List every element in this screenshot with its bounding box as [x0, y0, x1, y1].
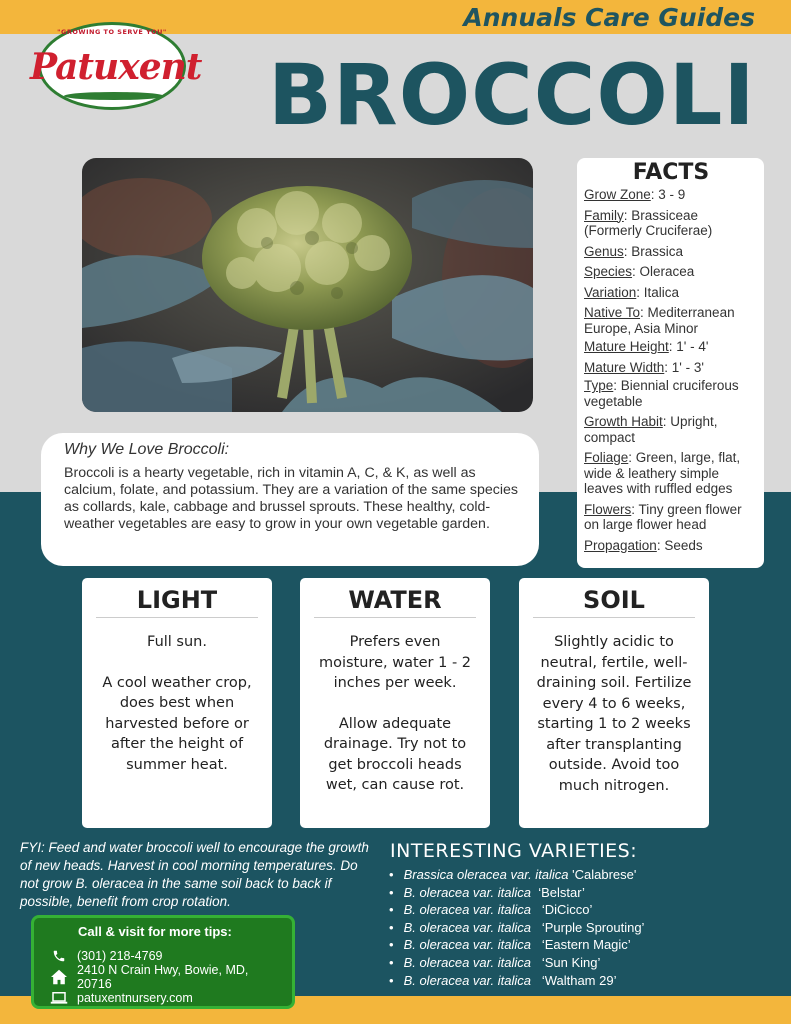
- fact-key: Flowers: [584, 501, 632, 517]
- contact-address: 2410 N Crain Hwy, Bowie, MD, 20716: [77, 962, 249, 991]
- variety-cultivar: ‘Waltham 29’: [530, 972, 617, 988]
- contact-box: [31, 915, 295, 1009]
- fact-value: : Brassiceae (Formerly Cruciferae): [584, 207, 713, 238]
- fact-species: [584, 264, 758, 280]
- fact-key: Variation: [584, 284, 637, 300]
- contact-website: patuxentnursery.com: [77, 990, 193, 1005]
- fact-key: Propagation: [584, 537, 657, 553]
- soil-card: [519, 578, 709, 828]
- why-body: Broccoli is a hearty vegetable, rich in vitamin A, C, & K, as well as calcium, folate, and potassium. They are a variation of the same species as collards, kale, cabbage and brussel sprouts. These healthy, cold-weather vegetables are easy to grow in your own vegetable garden.: [64, 465, 518, 532]
- fact-value: : 1' - 4': [668, 339, 709, 354]
- fact-propagation: [584, 538, 758, 554]
- varieties-heading: INTERESTING VARIETIES:: [390, 840, 638, 862]
- phone-icon: [50, 948, 68, 964]
- contact-heading: Call & visit for more tips:: [78, 924, 232, 939]
- fact-key: Foliage: [584, 450, 629, 465]
- logo-swoosh: [64, 92, 164, 100]
- logo-tagline: "GROWING TO SERVE YOU": [57, 28, 167, 36]
- variety-cultivar: 'Calabrese': [568, 867, 637, 882]
- light-card-title: LIGHT: [96, 586, 258, 618]
- broccoli-photo: [82, 158, 533, 412]
- why-heading: Why We Love Broccoli:: [64, 441, 230, 458]
- fact-value: : Upright, compact: [584, 414, 718, 445]
- fact-grow-zone: [584, 187, 758, 203]
- laptop-icon: [50, 990, 68, 1006]
- logo-wordmark: Patuxent: [30, 46, 202, 88]
- variety-species: B. oleracea var. italica: [403, 954, 531, 970]
- variety-species: B. oleracea var. italica: [403, 919, 531, 935]
- facts-heading: FACTS: [632, 160, 710, 185]
- light-card-text-2: A cool weather crop, does best when harvested before or after the height of summer heat.: [102, 674, 252, 773]
- fact-native-to: [584, 305, 758, 336]
- fact-genus: [584, 244, 758, 260]
- fact-key: Species: [584, 264, 633, 279]
- fact-value: : 3 - 9: [650, 187, 686, 202]
- fact-family: [584, 208, 758, 239]
- fact-flowers: [584, 502, 758, 533]
- fact-growth-habit: [584, 414, 758, 445]
- fact-mature-height: [584, 339, 758, 355]
- light-card: [82, 578, 272, 828]
- fact-key: Genus: [584, 243, 624, 259]
- variety-cultivar: ‘DiCicco’: [530, 902, 593, 918]
- variety-item: [389, 901, 644, 919]
- variety-species: B. oleracea var. italica: [403, 884, 531, 900]
- fact-key: Mature Width: [584, 359, 665, 375]
- variety-species: B. oleracea var. italica: [403, 937, 531, 953]
- series-title: Annuals Care Guides: [463, 3, 755, 32]
- soil-card-title: SOIL: [533, 586, 695, 618]
- variety-cultivar: ‘Sun King’: [530, 954, 601, 970]
- fact-variation: [584, 285, 758, 301]
- fact-value: : Tiny green flower on large flower head: [584, 501, 742, 532]
- water-card-title: WATER: [314, 586, 476, 618]
- page-title: BROCCOLI: [268, 46, 756, 144]
- variety-cultivar: ‘Belstar’: [530, 884, 585, 900]
- patuxent-logo: [30, 22, 202, 110]
- fact-value: : Mediterranean Europe, Asia Minor: [584, 305, 735, 336]
- variety-cultivar: ‘Purple Sprouting’: [530, 919, 645, 935]
- fact-value: : Biennial cruciferous vegetable: [584, 378, 739, 409]
- variety-item: [389, 884, 644, 902]
- fact-key: Mature Height: [584, 339, 669, 354]
- fact-key: Grow Zone: [584, 187, 651, 202]
- variety-cultivar: ‘Eastern Magic’: [530, 937, 631, 953]
- water-card-text-2: Allow adequate drainage. Try not to get broccoli heads wet, can cause rot.: [323, 715, 467, 793]
- light-card-text-1: Full sun.: [147, 634, 207, 650]
- fact-value: : Italica: [636, 284, 680, 300]
- variety-item: [389, 919, 644, 937]
- fact-key: Type: [584, 378, 614, 393]
- variety-item: [389, 954, 644, 972]
- variety-species: B. oleracea var. italica: [403, 972, 531, 988]
- contact-phone: (301) 218-4769: [77, 948, 163, 963]
- why-we-love-box: [41, 433, 539, 566]
- variety-item: [389, 866, 644, 884]
- water-card-text-1: Prefers even moisture, water 1 - 2 inches per week.: [318, 634, 472, 691]
- fact-key: Growth Habit: [584, 414, 663, 429]
- fact-key: Family: [584, 207, 624, 223]
- variety-item: [389, 936, 644, 954]
- facts-panel: [577, 158, 764, 568]
- fact-mature-width: [584, 360, 758, 376]
- fact-foliage: [584, 450, 758, 497]
- variety-species: Brassica oleracea var. italica: [403, 867, 569, 882]
- fact-type: [584, 378, 758, 409]
- fact-value: : Seeds: [656, 537, 703, 553]
- fact-value: : 1' - 3': [664, 359, 704, 375]
- contact-address-row[interactable]: [50, 962, 282, 991]
- fact-value: : Green, large, flat, wide & leathery simple leaves with ruffled edges: [584, 450, 741, 496]
- fact-key: Native To: [584, 305, 641, 320]
- home-icon: [50, 969, 68, 985]
- water-card: [300, 578, 490, 828]
- variety-species: B. oleracea var. italica: [403, 902, 531, 918]
- soil-card-text: Slightly acidic to neutral, fertile, well-draining soil. Fertilize every 4 to 6 weeks, starting 1 to 2 weeks after transplanting outside. Avoid too much nitrogen.: [536, 634, 692, 794]
- fact-value: : Brassica: [623, 243, 684, 259]
- fact-value: : Oleracea: [632, 264, 695, 279]
- varieties-list: [389, 866, 644, 989]
- variety-item: [389, 972, 644, 990]
- fyi-note: FYI: Feed and water broccoli well to encourage the growth of new heads. Harvest in cool morning temperatures. Do not grow B. oleracea in the same soil back to back if possible, benefit from crop rotation.: [20, 840, 369, 909]
